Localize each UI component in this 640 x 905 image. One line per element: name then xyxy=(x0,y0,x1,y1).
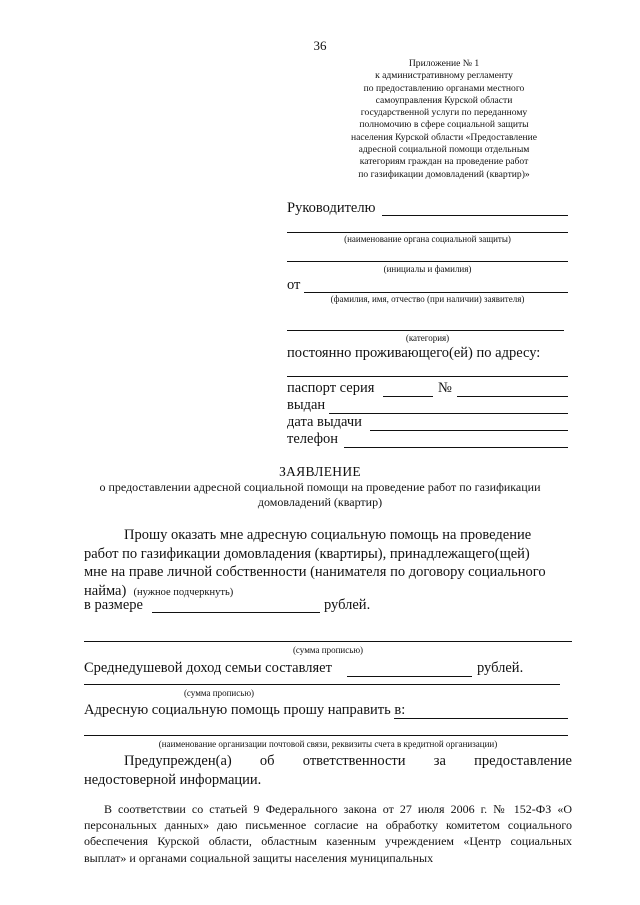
warned-line: недостоверной информации. xyxy=(84,771,262,788)
address-field[interactable] xyxy=(287,376,568,377)
warned-line: Предупрежден(а) об ответственности за предоставление xyxy=(124,753,572,769)
appendix-line: к административному регламенту xyxy=(375,70,513,82)
appendix-line: Приложение № 1 xyxy=(408,58,480,69)
head-name-field[interactable] xyxy=(382,215,568,216)
passport-number-field[interactable] xyxy=(457,396,568,397)
amount-currency: рублей. xyxy=(324,597,371,613)
page-number: 36 xyxy=(313,38,327,53)
to-head-label: Руководителю xyxy=(287,200,376,216)
phone-label: телефон xyxy=(287,431,339,447)
send-caption: (наименование организации почтовой связи, реквизиты счета в кредитной организации) xyxy=(158,739,498,749)
issued-label: выдан xyxy=(287,397,326,413)
appendix-line: государственной услуги по переданному xyxy=(360,107,528,119)
amount-field[interactable] xyxy=(152,612,320,613)
fio-caption: (фамилия, имя, отчество (при наличии) заявителя) xyxy=(330,294,525,304)
appendix-line: адресной социальной помощи отдельным xyxy=(358,144,530,156)
income-label: Среднедушевой доход семьи составляет xyxy=(84,660,332,676)
request-paragraph xyxy=(84,526,572,602)
underline-note: (нужное подчеркнуть) xyxy=(133,586,234,598)
issue-date-field[interactable] xyxy=(370,430,568,431)
warned-paragraph xyxy=(84,752,572,789)
initials-field[interactable] xyxy=(287,261,568,262)
appendix-line: по газификации домовладений (квартир)» xyxy=(358,168,530,180)
passport-number-label: № xyxy=(438,380,452,396)
income-words-caption: (сумма прописью) xyxy=(183,688,255,698)
amount-label: в размере xyxy=(84,597,143,613)
request-line: Прошу оказать мне адресную социальную помощь на проведение xyxy=(124,527,532,543)
subtitle-line: домовладений (квартир) xyxy=(257,495,383,509)
issued-by-field[interactable] xyxy=(329,413,568,414)
request-line-4: найма) xyxy=(84,582,127,599)
passport-series-field[interactable] xyxy=(383,396,433,397)
phone-field[interactable] xyxy=(344,447,568,448)
agency-caption: (наименование органа социальной защиты) xyxy=(344,234,511,244)
passport-series-label: паспорт серия xyxy=(287,380,375,396)
agency-field[interactable] xyxy=(287,232,568,233)
income-currency: рублей. xyxy=(477,660,524,676)
appendix-line: населения Курской области «Предоставление xyxy=(350,131,538,143)
send-details-field[interactable] xyxy=(84,735,568,736)
appendix-line: категориям граждан на проведение работ xyxy=(359,156,529,168)
amount-words-field[interactable] xyxy=(84,641,572,642)
appendix-line: самоуправления Курской области xyxy=(375,94,513,106)
income-field[interactable] xyxy=(347,676,472,677)
appendix-header xyxy=(328,58,560,181)
category-field[interactable] xyxy=(287,330,564,331)
income-words-field[interactable] xyxy=(84,684,560,685)
statement-title: ЗАЯВЛЕНИЕ xyxy=(279,464,361,479)
from-label: от xyxy=(287,277,301,293)
consent-paragraph: В соответствии со статьей 9 Федерального закона от 27 июля 2006 г. № 152-ФЗ «О персональных данных» даю письменное согласие на обработку комитетом социального обеспечения Курской области, областным казенным учреждением «Центр социальных выплат» и органами социальной защиты населения муниципальных xyxy=(84,802,572,865)
initials-caption: (инициалы и фамилия) xyxy=(383,264,472,274)
send-label: Адресную социальную помощь прошу направить в: xyxy=(84,702,406,718)
applicant-fio-field[interactable] xyxy=(304,292,568,293)
statement-subtitle xyxy=(70,480,570,510)
issue-date-label: дата выдачи xyxy=(287,414,362,430)
request-line: мне на праве личной собственности (нанимателя по договору социального xyxy=(84,564,546,580)
appendix-line: полномочию в сфере социальной защиты xyxy=(359,119,529,131)
request-line: работ по газификации домовладения (квартиры), принадлежащего(щей) xyxy=(84,545,530,562)
appendix-line: по предоставлению органами местного xyxy=(363,82,525,94)
category-caption: (категория) xyxy=(405,333,450,343)
subtitle-line: о предоставлении адресной социальной помощи на проведение работ по газификации xyxy=(99,480,541,494)
send-field[interactable] xyxy=(394,718,568,719)
amount-words-caption: (сумма прописью) xyxy=(292,645,364,655)
residing-label: постоянно проживающего(ей) по адресу: xyxy=(287,345,541,361)
